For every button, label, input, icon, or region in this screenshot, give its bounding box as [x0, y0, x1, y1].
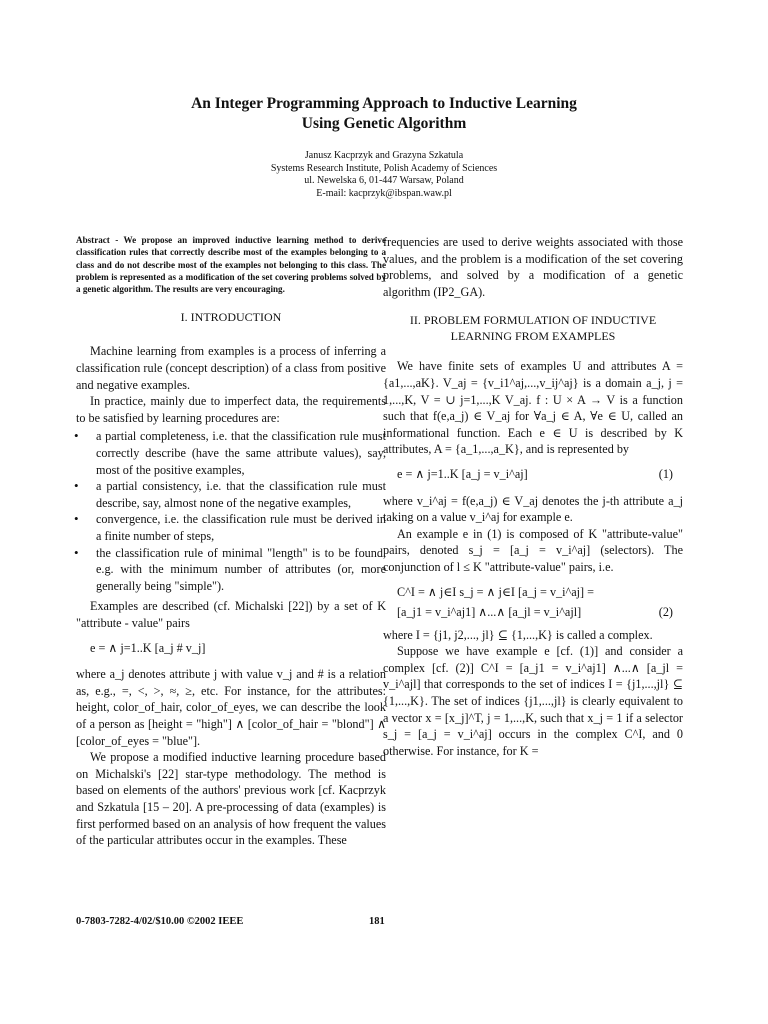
equation-line: C^I = ∧ j∈I s_j = ∧ j∈I [a_j = v_i^aj] = — [397, 584, 595, 599]
abstract: Abstract - We propose an improved inductive learning method to derive classification rules that correctly describe most of the examples belonging to a class and do not describe most of the examples not belonging to this class. The problem is represented as a modification of the set covering problems solved by a genetic algorithm. The results are very encouraging. — [76, 235, 386, 295]
list-item: • the classification rule of minimal "length" is to be found, e.g. with the minimum number of attributes (or, more generally being "simple"). — [96, 545, 386, 595]
email: E-mail: kacprzyk@ibspan.waw.pl — [316, 187, 452, 199]
list-item: • a partial consistency, i.e. that the classification rule must describe, say, almost none of the negative examples, — [96, 478, 386, 511]
title-line-2: Using Genetic Algorithm — [301, 115, 467, 132]
formulation-paragraph-5: Suppose we have example e [cf. (1)] and consider a complex [cf. (2)] C^I = [a_j1 = v_i^aj1] ∧...∧ [a_jl = v_i^ajl] that corresponds to the set of indices I = {j1,...,jl} ⊆ {1,...,K}. The set of indices {j1,...,jl} is clearly equivalent to a vector x = [x_j]^T, j = 1,...,K, such that x_j = 1 if a selector s_j = [a_j = v_i^aj] occurs in the complex C^I, and 0 otherwise. For instance, for K = — [383, 644, 683, 758]
intro-paragraph-2: In practice, mainly due to imperfect data, the requirements to be satisfied by learning procedures are: — [76, 394, 386, 425]
page-number: 181 — [369, 916, 385, 927]
paper-title — [0, 94, 768, 134]
copyright-footer: 0-7803-7282-4/02/$10.00 ©2002 IEEE — [76, 916, 244, 927]
right-paragraph-1: frequencies are used to derive weights associated with those values, and the problem is a modification of the set covering problems, and solved by a modification of a genetic algorithm (IP2_GA). — [383, 235, 683, 299]
section2-heading-line-1: II. PROBLEM FORMULATION OF INDUCTIVE — [409, 313, 657, 328]
authors: Janusz Kacprzyk and Grazyna Szkatula — [304, 150, 464, 161]
section2-heading-line-2: LEARNING FROM EXAMPLES — [450, 329, 616, 344]
title-line-1: An Integer Programming Approach to Inductive Learning — [191, 95, 577, 112]
equation-2 — [383, 576, 683, 627]
equation: e = ∧ j=1..K [a_j # v_j] — [90, 640, 206, 655]
equation-attribute-value — [76, 632, 386, 667]
intro-paragraph-4: where a_j denotes attribute j with value v_j and # is a relation as, e.g., =, <, >, ≈, ≥, etc. For instance, for the attributes: height, color_of_hair, color_of_eyes, we can describe the look of a person as [height = "high"] ∧ [color_of_hair = "blond"] ∧ [color_of_eyes = "blue"]. — [76, 667, 386, 748]
formulation-paragraph-2: where v_i^aj = f(e,a_j) ∈ V_aj denotes the j-th attribute a_j taking on a value v_i^aj for example e. — [383, 493, 683, 525]
equation-line: [a_j1 = v_i^aj1] ∧...∧ [a_jl = v_i^ajl] — [397, 605, 582, 620]
section1-heading: I. INTRODUCTION — [180, 310, 282, 325]
list-item: • a partial completeness, i.e. that the classification rule must correctly describe (have the same attribute values), say, most of the positive examples, — [96, 428, 386, 478]
formulation-paragraph-1: We have finite sets of examples U and attributes A = {a1,...,aK}. V_aj = {v_i1^aj,...,v_ij^aj} is a domain a_j, j = 1,...,K, V = ∪ j=1,...,K V_aj. f : U × A → V is a function such that f(e,a_j) ∈ V_aj for ∀a_j ∈ A, ∀e ∈ U, called an informational function. Each e ∈ U is described by K attributes, A = {a_1,...,a_K}, and is represented by — [383, 359, 683, 457]
address: ul. Newelska 6, 01-447 Warsaw, Poland — [304, 175, 464, 186]
left-column — [76, 234, 386, 849]
list-item: • convergence, i.e. the classification rule must be derived in a finite number of steps, — [96, 511, 386, 544]
intro-paragraph-5: We propose a modified inductive learning procedure based on Michalski's [22] star-type methodology. The method is based on elements of the authors' previous work [cf. Kacprzyk and Szkatula [15 – 20]. A pre-processing of data (examples) is first performed based on an analysis of how frequent the values of the particular attributes occur in the examples. These — [76, 750, 386, 848]
equation-number: (1) — [658, 466, 673, 481]
formulation-paragraph-3: An example e in (1) is composed of K "attribute-value" pairs, denoted s_j = [a_j = v_i^aj] (selectors). The conjunction of l ≤ K "attribute-value" pairs, i.e. — [383, 526, 683, 574]
equation-number: (2) — [658, 605, 673, 620]
section2-heading — [383, 312, 683, 344]
author-block — [0, 150, 768, 200]
right-column — [383, 234, 683, 759]
intro-paragraph-1: Machine learning from examples is a process of inferring a classification rule (concept description) of a class from positive and negative examples. — [76, 344, 386, 392]
intro-paragraph-3: Examples are described (cf. Michalski [22]) by a set of K "attribute - value" pairs — [76, 599, 386, 630]
formulation-paragraph-4: where I = {j1, j2,..., jl} ⊆ {1,...,K} is called a complex. — [383, 627, 653, 642]
affiliation: Systems Research Institute, Polish Academy of Sciences — [270, 162, 498, 174]
requirements-list — [76, 428, 386, 594]
equation-1 — [383, 458, 683, 493]
equation: e = ∧ j=1..K [a_j = v_i^aj] — [397, 466, 528, 481]
